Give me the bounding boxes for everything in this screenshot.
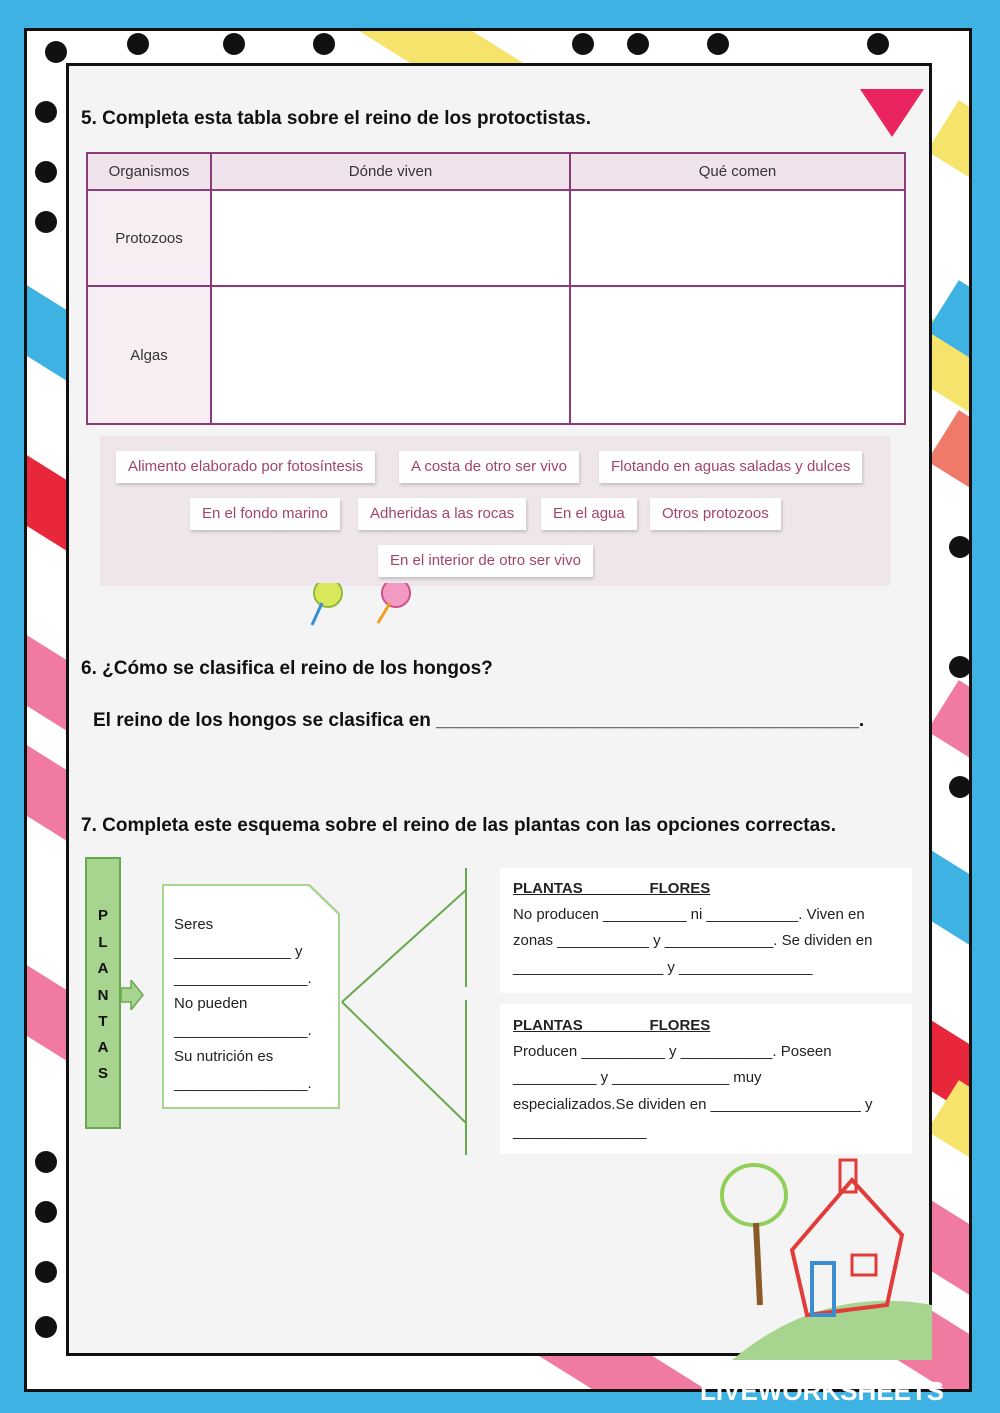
plantas-letter: N — [97, 987, 109, 1004]
question-7-title: 7. Completa este esquema sobre el reino de las plantas con las opciones correctas. — [81, 815, 837, 836]
panel-fill-line[interactable]: No producen __________ ni ___________. Viven en — [513, 906, 865, 923]
answer-chip[interactable]: Alimento elaborado por fotosíntesis — [116, 451, 375, 483]
plantas-letter: T — [98, 1013, 108, 1030]
box-fill-line[interactable]: ________________. — [174, 970, 312, 987]
table-header-organismos: Organismos — [87, 153, 211, 190]
question-5-title: 5. Completa esta tabla sobre el reino de los protoctistas. — [81, 108, 591, 129]
house-tree-drawing-icon — [712, 1155, 932, 1360]
box-line: Su nutrición es — [174, 1048, 274, 1065]
decor-dot — [313, 33, 335, 55]
drop-cell-protozoos-donde-viven[interactable] — [211, 190, 570, 286]
drop-cell-protozoos-que-comen[interactable] — [570, 190, 905, 286]
panel-fill-line[interactable]: ________________ — [513, 1123, 647, 1140]
box-line: Seres — [174, 916, 214, 933]
decor-dot — [707, 33, 729, 55]
table-row-protozoos-label: Protozoos — [87, 190, 211, 286]
answer-chip[interactable]: En el agua — [541, 498, 637, 530]
question-6-title: 6. ¿Cómo se clasifica el reino de los hongos? — [81, 658, 493, 679]
panel-fill-line[interactable]: __________________ y ________________ — [513, 959, 813, 976]
plantas-letter: A — [97, 1039, 109, 1056]
panel-fill-line[interactable]: __________ y ______________ muy — [513, 1069, 762, 1086]
plantas-letter: L — [98, 934, 108, 951]
drop-cell-algas-que-comen[interactable] — [570, 286, 905, 424]
decor-dot — [35, 211, 57, 233]
decor-dot — [627, 33, 649, 55]
plantas-vertical-label — [85, 857, 121, 1129]
answer-chip[interactable]: Adheridas a las rocas — [358, 498, 526, 530]
plantas-letter: A — [97, 960, 109, 977]
decor-dot — [949, 656, 971, 678]
panel-fill-line[interactable]: zonas ___________ y _____________. Se dividen en — [513, 932, 873, 949]
branch-connector-icon — [340, 865, 470, 1160]
drop-cell-algas-donde-viven[interactable] — [211, 286, 570, 424]
decor-dot — [35, 1151, 57, 1173]
decor-dot — [35, 1201, 57, 1223]
box-line: No pueden — [174, 995, 248, 1012]
answer-chip[interactable]: Otros protozoos — [650, 498, 781, 530]
decor-dot — [127, 33, 149, 55]
answer-chip[interactable]: En el interior de otro ser vivo — [378, 545, 593, 577]
decor-dot — [35, 101, 57, 123]
table-header-que-comen: Qué comen — [570, 153, 905, 190]
box-fill-line[interactable]: ________________. — [174, 1022, 312, 1039]
plantas-letter: S — [97, 1065, 108, 1082]
decor-dot — [572, 33, 594, 55]
protoctistas-table — [86, 152, 906, 425]
panel-heading: PLANTAS _______ FLORES — [513, 880, 711, 897]
decor-dot — [867, 33, 889, 55]
lollipop-decor-icon — [300, 583, 430, 628]
triangle-marker-icon — [860, 89, 924, 137]
plantas-letter: P — [97, 907, 108, 924]
panel-plantas-sin-flores — [500, 868, 912, 993]
question-6-answer-line[interactable]: El reino de los hongos se clasifica en ________________________________________. — [93, 710, 865, 731]
decor-dot — [35, 161, 57, 183]
box-fill-line[interactable]: ________________. — [174, 1075, 312, 1092]
answer-chip[interactable]: En el fondo marino — [190, 498, 340, 530]
decor-dot — [223, 33, 245, 55]
table-row-algas-label: Algas — [87, 286, 211, 424]
decor-dot — [35, 1316, 57, 1338]
decor-dot — [35, 1261, 57, 1283]
panel-fill-line[interactable]: Producen __________ y ___________. Poseen — [513, 1043, 832, 1060]
answer-chip[interactable]: Flotando en aguas saladas y dulces — [599, 451, 862, 483]
box-fill-line[interactable]: ______________ y — [174, 943, 303, 960]
decor-dot — [45, 41, 67, 63]
decor-dot — [949, 536, 971, 558]
panel-fill-line[interactable]: especializados.Se dividen en __________________ y — [513, 1096, 873, 1113]
panel-plantas-con-flores — [500, 1004, 912, 1154]
panel-heading: PLANTAS _______ FLORES — [513, 1017, 711, 1034]
liveworksheets-logo: LIVEWORKSHEETS — [700, 1376, 945, 1406]
decor-dot — [949, 776, 971, 798]
arrow-right-icon — [121, 980, 145, 1010]
answer-chip[interactable]: A costa de otro ser vivo — [399, 451, 579, 483]
table-header-donde-viven: Dónde viven — [211, 153, 570, 190]
